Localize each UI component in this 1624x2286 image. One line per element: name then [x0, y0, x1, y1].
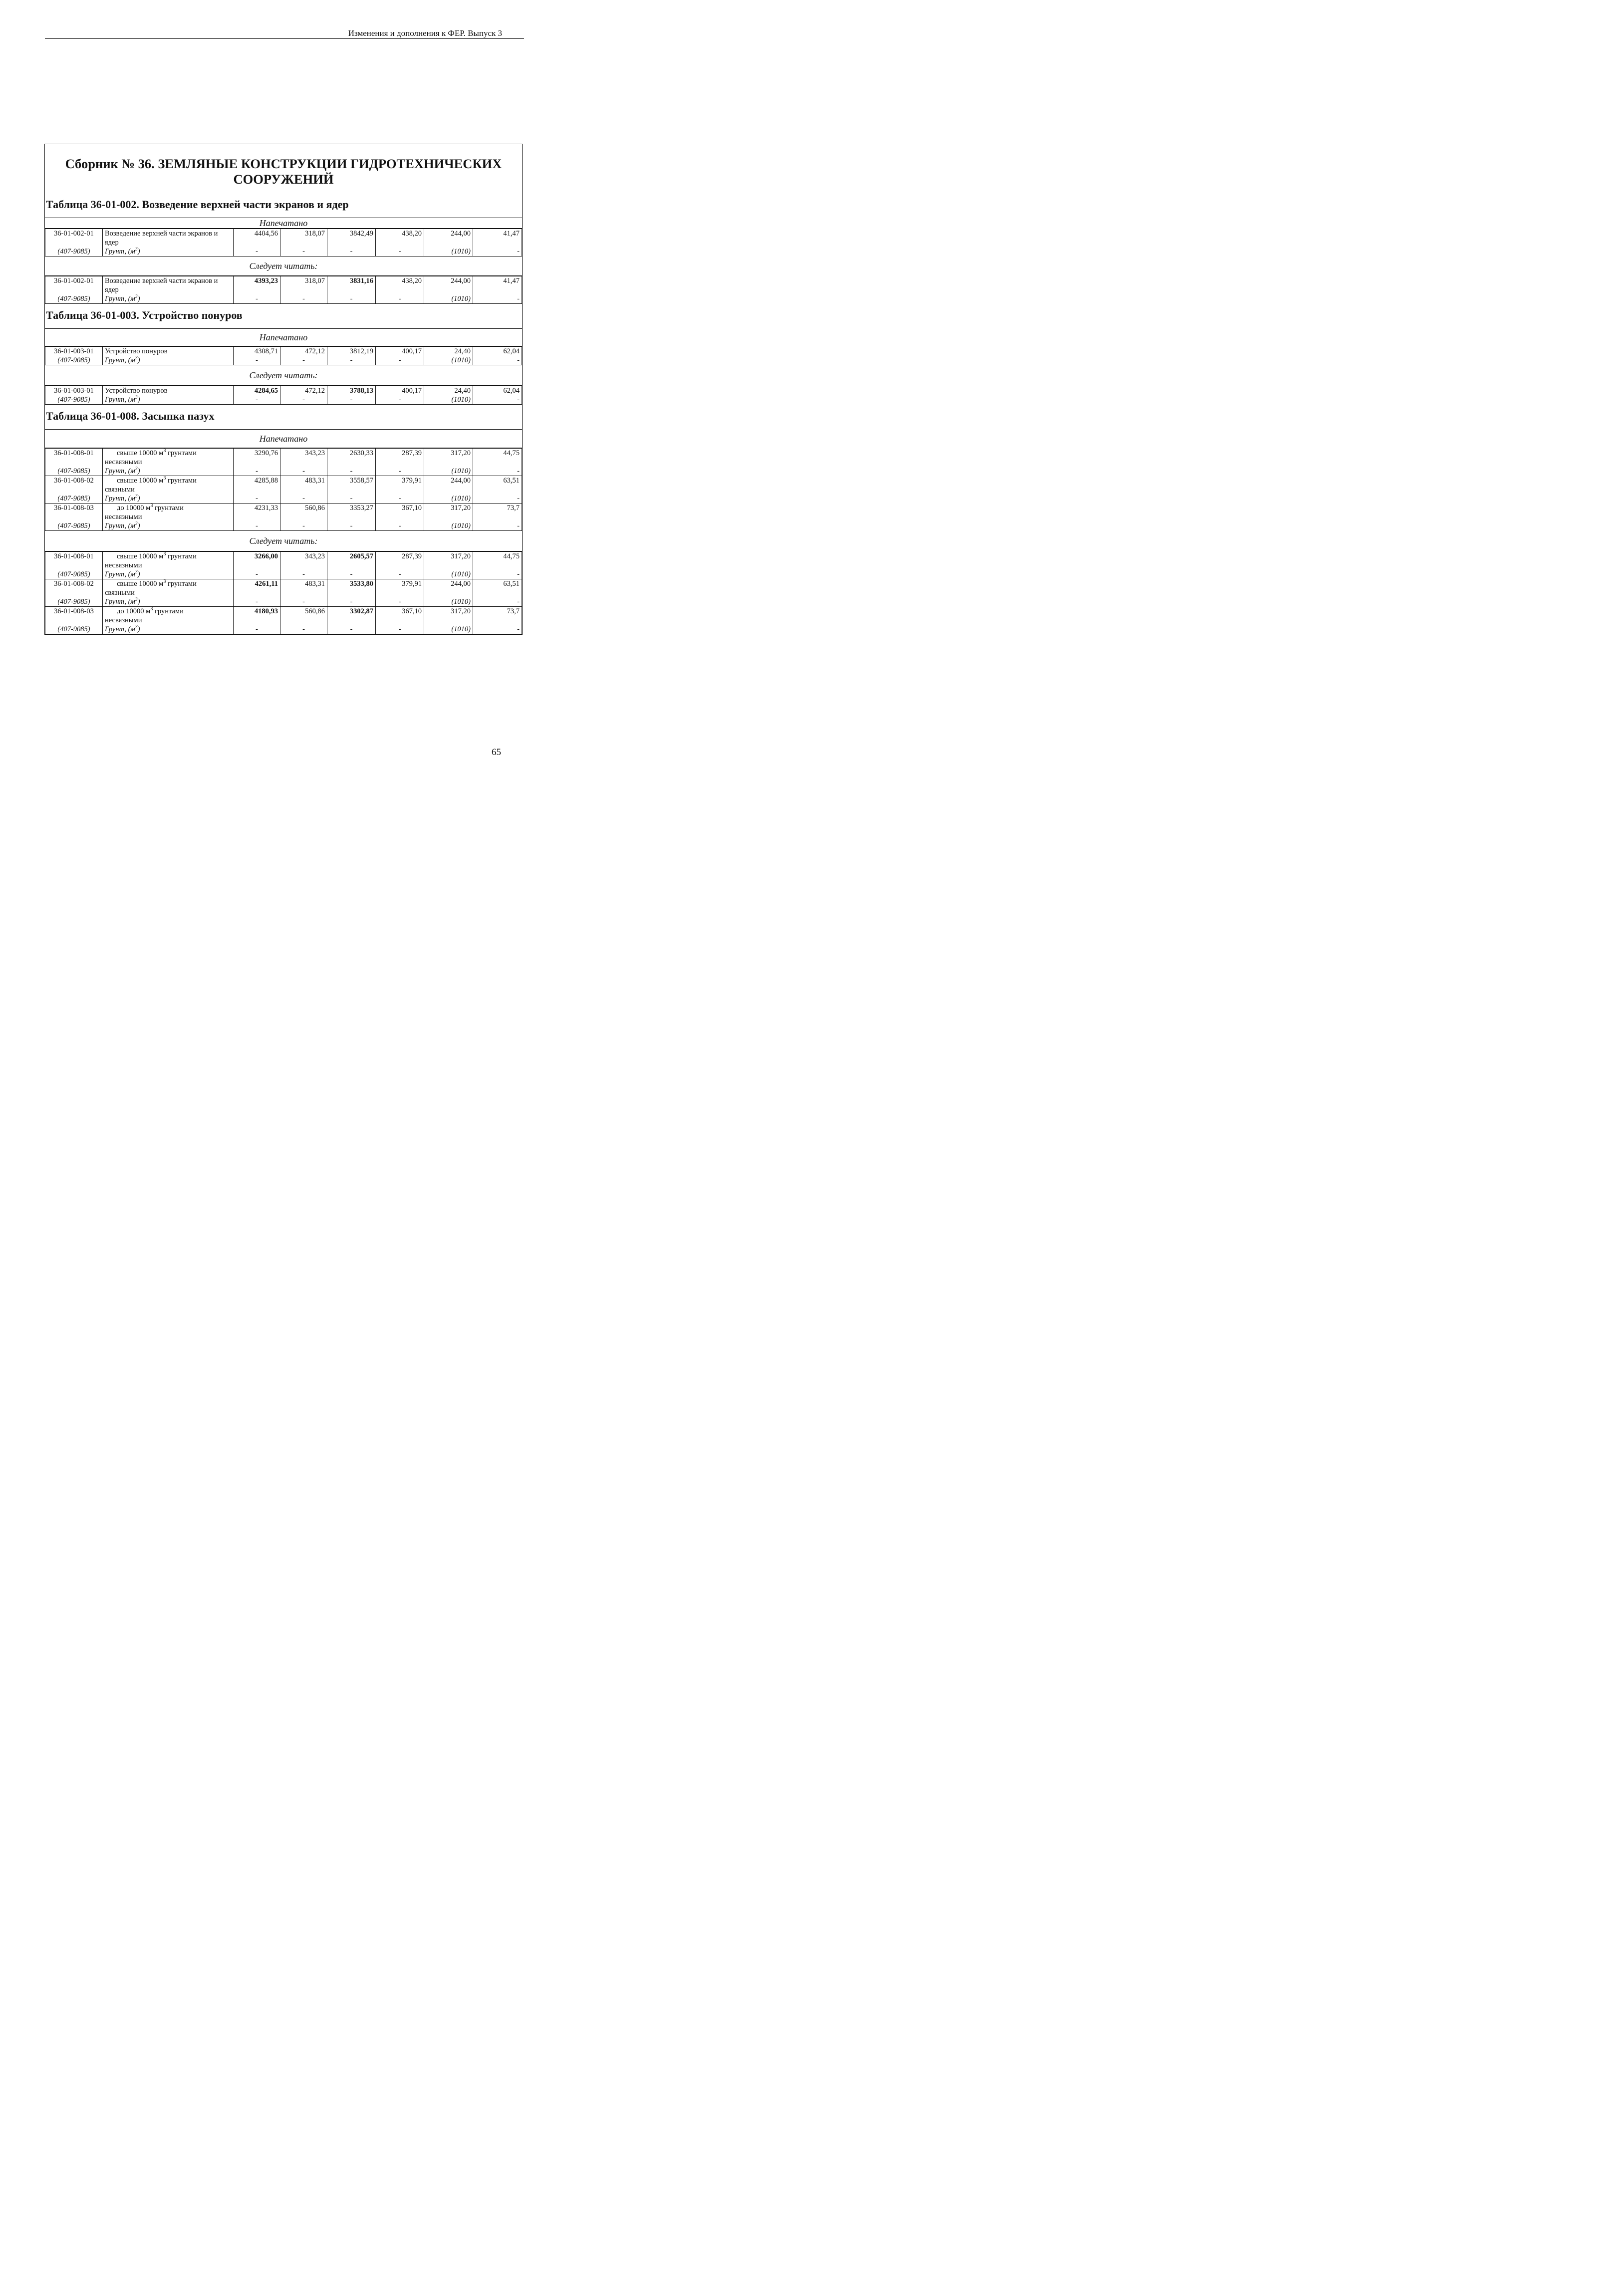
machinist-wage: 438,20	[376, 229, 424, 248]
dash: -	[376, 467, 424, 476]
rate-code: 36-01-002-01	[45, 276, 103, 295]
table-row	[45, 395, 522, 405]
dash: -	[376, 294, 424, 304]
dash: -	[234, 521, 280, 531]
dash: -	[376, 570, 424, 579]
soil-unit: Грунт, $(м^3)$	[103, 625, 234, 634]
resource-code: (407-9085)	[45, 467, 103, 476]
dash: -	[376, 597, 424, 607]
read-as-label: Следует читать:	[45, 365, 522, 386]
labor-wage: 472,12	[280, 386, 327, 396]
material-code: (1010)	[424, 467, 473, 476]
table-row	[45, 579, 522, 598]
total-cost: 4308,71	[234, 347, 280, 356]
labor-hours: 62,04	[473, 347, 522, 356]
dash: -	[327, 395, 376, 405]
rates-table	[45, 386, 522, 405]
dash: -	[234, 395, 280, 405]
labor-wage: 483,31	[280, 476, 327, 495]
table-row	[45, 521, 522, 531]
material-code: (1010)	[424, 521, 473, 531]
rate-name: Устройство понуров	[103, 386, 234, 396]
material-code: (1010)	[424, 597, 473, 607]
table-title-003: Таблица 36-01-003. Устройство понуров	[46, 309, 243, 321]
labor-wage: 560,86	[280, 607, 327, 625]
dash: -	[473, 247, 522, 256]
rate-code: 36-01-008-03	[45, 504, 103, 522]
labor-hours: 73,7	[473, 504, 522, 522]
machine-cost: 3812,19	[327, 347, 376, 356]
dash: -	[473, 570, 522, 579]
dash: -	[280, 625, 327, 634]
dash: -	[376, 395, 424, 405]
machine-cost: 3831,16	[327, 276, 376, 295]
material-cost: 317,20	[424, 449, 473, 467]
material-code: (1010)	[424, 294, 473, 304]
total-cost: 3290,76	[234, 449, 280, 467]
table-row	[45, 607, 522, 625]
dash: -	[327, 356, 376, 365]
dash: -	[234, 356, 280, 365]
table-row	[45, 504, 522, 522]
dash: -	[473, 597, 522, 607]
table-row	[45, 276, 522, 295]
table-row	[45, 494, 522, 504]
soil-unit: Грунт, $(м^3)$	[103, 294, 234, 304]
labor-wage: 318,07	[280, 229, 327, 248]
rate-code: 36-01-008-02	[45, 476, 103, 495]
rate-name: свыше 10000 $м^3$ грунтами связными	[103, 476, 234, 495]
table-title-008: Таблица 36-01-008. Засыпка пазух	[46, 410, 215, 422]
table-row	[45, 476, 522, 495]
collection-frame	[44, 144, 523, 635]
material-cost: 244,00	[424, 476, 473, 495]
material-cost: 317,20	[424, 504, 473, 522]
rate-code: 36-01-008-03	[45, 607, 103, 625]
labor-hours: 41,47	[473, 229, 522, 248]
machine-cost: 3788,13	[327, 386, 376, 396]
machinist-wage: 287,39	[376, 552, 424, 570]
dash: -	[327, 570, 376, 579]
resource-code: (407-9085)	[45, 521, 103, 531]
material-cost: 317,20	[424, 607, 473, 625]
material-code: (1010)	[424, 494, 473, 504]
dash: -	[280, 597, 327, 607]
table-row	[45, 625, 522, 634]
rate-name: до 10000 $м^3$ грунтами несвязными	[103, 504, 234, 522]
table-row	[45, 229, 522, 248]
machinist-wage: 367,10	[376, 607, 424, 625]
dash: -	[376, 356, 424, 365]
rates-table	[45, 276, 522, 304]
table-title-002: Таблица 36-01-002. Возведение верхней части экранов и ядер	[46, 198, 349, 211]
soil-unit: Грунт, $(м^3)$	[103, 597, 234, 607]
dash: -	[234, 467, 280, 476]
printed-label: Напечатано	[45, 218, 522, 229]
dash: -	[327, 597, 376, 607]
material-cost: 24,40	[424, 347, 473, 356]
material-cost: 24,40	[424, 386, 473, 396]
soil-unit: Грунт, $(м^3)$	[103, 247, 234, 256]
table-row	[45, 570, 522, 579]
soil-unit: Грунт, $(м^3)$	[103, 395, 234, 405]
rate-name: свыше 10000 $м^3$ грунтами несвязными	[103, 552, 234, 570]
total-cost: 4404,56	[234, 229, 280, 248]
table-row	[45, 552, 522, 570]
total-cost: 4284,65	[234, 386, 280, 396]
machinist-wage: 438,20	[376, 276, 424, 295]
machinist-wage: 400,17	[376, 386, 424, 396]
document-page	[0, 0, 551, 776]
labor-hours: 63,51	[473, 476, 522, 495]
dash: -	[376, 494, 424, 504]
rates-table	[45, 551, 522, 634]
labor-wage: 318,07	[280, 276, 327, 295]
dash: -	[280, 570, 327, 579]
rate-code: 36-01-003-01	[45, 386, 103, 396]
table-row	[45, 386, 522, 396]
dash: -	[473, 395, 522, 405]
rate-name: Устройство понуров	[103, 347, 234, 356]
page-number: 65	[492, 747, 501, 758]
machine-cost: 2630,33	[327, 449, 376, 467]
resource-code: (407-9085)	[45, 294, 103, 304]
material-cost: 244,00	[424, 229, 473, 248]
dash: -	[234, 247, 280, 256]
material-code: (1010)	[424, 625, 473, 634]
total-cost: 3266,00	[234, 552, 280, 570]
rate-name: до 10000 $м^3$ грунтами несвязными	[103, 607, 234, 625]
resource-code: (407-9085)	[45, 395, 103, 405]
labor-wage: 560,86	[280, 504, 327, 522]
resource-code: (407-9085)	[45, 494, 103, 504]
dash: -	[327, 247, 376, 256]
rate-code: 36-01-008-01	[45, 449, 103, 467]
machine-cost: 3302,87	[327, 607, 376, 625]
rate-code: 36-01-008-02	[45, 579, 103, 598]
machine-cost: 3558,57	[327, 476, 376, 495]
resource-code: (407-9085)	[45, 356, 103, 365]
resource-code: (407-9085)	[45, 570, 103, 579]
printed-label: Напечатано	[45, 429, 522, 448]
collection-title: Сборник № 36. ЗЕМЛЯНЫЕ КОНСТРУКЦИИ ГИДРОТЕХНИЧЕСКИХ СООРУЖЕНИЙ	[65, 156, 502, 187]
printed-label: Напечатано	[45, 328, 522, 346]
dash: -	[234, 570, 280, 579]
dash: -	[280, 521, 327, 531]
machinist-wage: 367,10	[376, 504, 424, 522]
soil-unit: Грунт, $(м^3)$	[103, 494, 234, 504]
dash: -	[234, 494, 280, 504]
resource-code: (407-9085)	[45, 625, 103, 634]
dash: -	[473, 294, 522, 304]
running-header: Изменения и дополнения к ФЕР. Выпуск 3	[45, 28, 524, 39]
soil-unit: Грунт, $(м^3)$	[103, 570, 234, 579]
material-cost: 244,00	[424, 276, 473, 295]
labor-wage: 483,31	[280, 579, 327, 598]
dash: -	[327, 494, 376, 504]
machinist-wage: 400,17	[376, 347, 424, 356]
machine-cost: 3533,80	[327, 579, 376, 598]
dash: -	[327, 467, 376, 476]
dash: -	[280, 467, 327, 476]
table-row	[45, 356, 522, 365]
material-code: (1010)	[424, 570, 473, 579]
resource-code: (407-9085)	[45, 247, 103, 256]
dash: -	[234, 597, 280, 607]
soil-unit: Грунт, $(м^3)$	[103, 467, 234, 476]
dash: -	[280, 247, 327, 256]
machine-cost: 3842,49	[327, 229, 376, 248]
labor-hours: 73,7	[473, 607, 522, 625]
labor-hours: 44,75	[473, 449, 522, 467]
dash: -	[280, 294, 327, 304]
soil-unit: Грунт, $(м^3)$	[103, 521, 234, 531]
resource-code: (407-9085)	[45, 597, 103, 607]
dash: -	[327, 521, 376, 531]
soil-unit: Грунт, $(м^3)$	[103, 356, 234, 365]
dash: -	[376, 625, 424, 634]
table-row	[45, 467, 522, 476]
rates-table	[45, 229, 522, 256]
total-cost: 4285,88	[234, 476, 280, 495]
material-code: (1010)	[424, 247, 473, 256]
dash: -	[280, 494, 327, 504]
material-cost: 244,00	[424, 579, 473, 598]
dash: -	[280, 395, 327, 405]
rate-name: Возведение верхней части экранов и ядер	[103, 276, 234, 295]
rate-name: свыше 10000 $м^3$ грунтами связными	[103, 579, 234, 598]
dash: -	[327, 294, 376, 304]
dash: -	[376, 521, 424, 531]
table-row	[45, 294, 522, 304]
rate-name: Возведение верхней части экранов и ядер	[103, 229, 234, 248]
dash: -	[327, 625, 376, 634]
rate-code: 36-01-008-01	[45, 552, 103, 570]
labor-hours: 63,51	[473, 579, 522, 598]
machinist-wage: 287,39	[376, 449, 424, 467]
total-cost: 4261,11	[234, 579, 280, 598]
rate-name: свыше 10000 $м^3$ грунтами несвязными	[103, 449, 234, 467]
table-row	[45, 449, 522, 467]
dash: -	[473, 356, 522, 365]
machine-cost: 2605,57	[327, 552, 376, 570]
table-row	[45, 347, 522, 356]
dash: -	[473, 521, 522, 531]
dash: -	[473, 494, 522, 504]
material-code: (1010)	[424, 395, 473, 405]
dash: -	[234, 625, 280, 634]
machinist-wage: 379,91	[376, 579, 424, 598]
labor-hours: 44,75	[473, 552, 522, 570]
rates-table	[45, 448, 522, 531]
dash: -	[234, 294, 280, 304]
labor-hours: 41,47	[473, 276, 522, 295]
machinist-wage: 379,91	[376, 476, 424, 495]
rates-table	[45, 346, 522, 365]
read-as-label: Следует читать:	[45, 530, 522, 551]
total-cost: 4180,93	[234, 607, 280, 625]
labor-hours: 62,04	[473, 386, 522, 396]
table-row	[45, 247, 522, 256]
rate-code: 36-01-003-01	[45, 347, 103, 356]
dash: -	[473, 625, 522, 634]
labor-wage: 472,12	[280, 347, 327, 356]
total-cost: 4231,33	[234, 504, 280, 522]
material-cost: 317,20	[424, 552, 473, 570]
dash: -	[280, 356, 327, 365]
rate-code: 36-01-002-01	[45, 229, 103, 248]
labor-wage: 343,23	[280, 449, 327, 467]
total-cost: 4393,23	[234, 276, 280, 295]
labor-wage: 343,23	[280, 552, 327, 570]
dash: -	[473, 467, 522, 476]
dash: -	[376, 247, 424, 256]
table-row	[45, 597, 522, 607]
material-code: (1010)	[424, 356, 473, 365]
read-as-label: Следует читать:	[45, 256, 522, 276]
machine-cost: 3353,27	[327, 504, 376, 522]
